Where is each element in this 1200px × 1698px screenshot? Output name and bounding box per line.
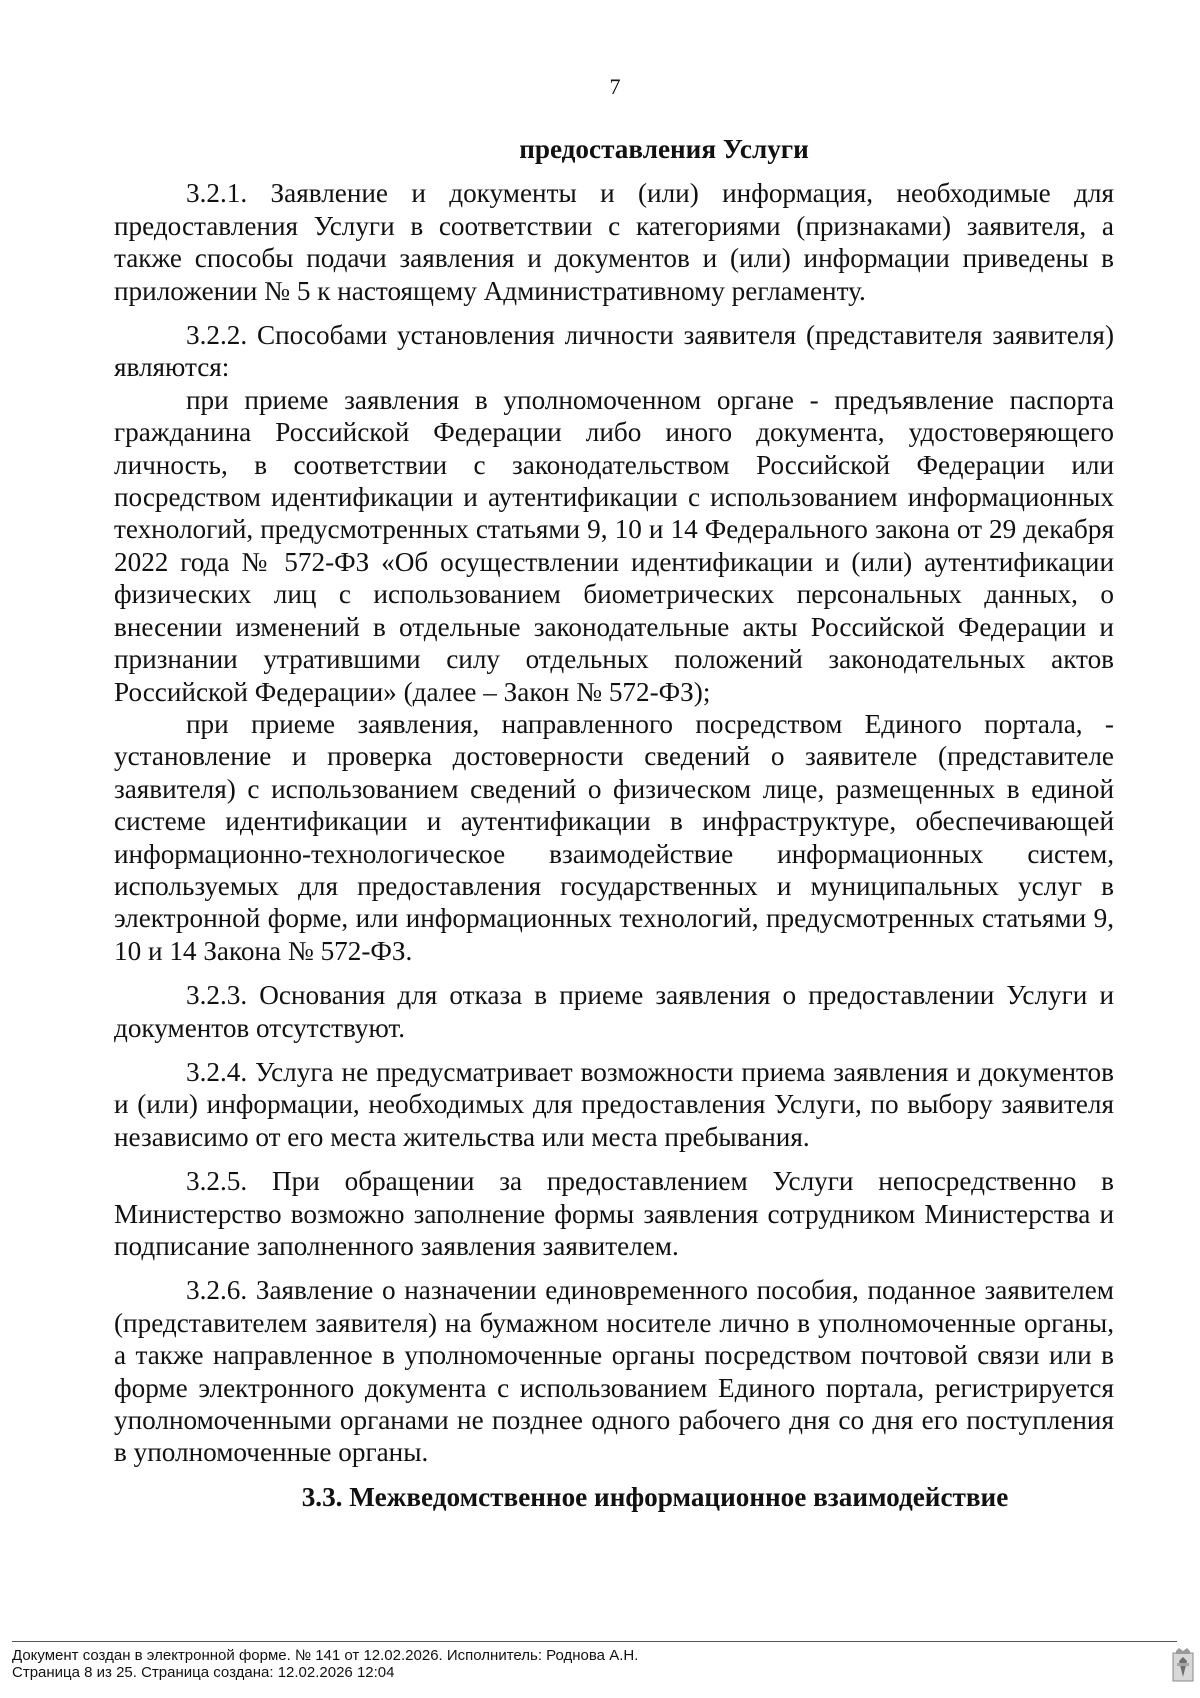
footer-document-info: Документ создан в электронной форме. № 141 от 12.02.2026. Исполнитель: Роднова А.Н. <box>12 1647 639 1664</box>
paragraph-3-2-5: 3.2.5. При обращении за предоставлением Услуги непосредственно в Министерство возможно заполнение формы заявления сотрудником Министерства и подписание заполненного заявления заявителем. <box>114 1166 1114 1261</box>
page-number: 7 <box>609 74 621 99</box>
section-heading-continuation: предоставления Услуги <box>519 134 809 164</box>
paragraph-identification-office: при приеме заявления в уполномоченном органе - предъявление паспорта гражданина Российской Федерации либо иного документа, удостоверяющего личность, в соответствии с законодательством Российской Федерации или посредством идентификации и аутентификации с использованием информационных технологий, предусмотренных статьями 9, 10 и 14 Федерального закона от 29 декабря 2022 года № 572-ФЗ «Об осуществлении идентификации и (или) аутентификации физических лиц с использованием биометрических персональных данных, о внесении изменений в отдельные законодательные акты Российской Федерации и признании утратившими силу отдельных положений законодательных актов Российской Федерации» (далее – Закон № 572-ФЗ); <box>114 384 1114 707</box>
document-footer <box>12 1647 638 1681</box>
paragraph-identification-portal: при приеме заявления, направленного посредством Единого портала, - установление и проверка достоверности сведений о заявителе (представителе заявителя) с использованием сведений о физическом лице, размещенных в единой системе идентификации и аутентификации в инфраструктуре, обеспечивающей информационно-технологическое взаимодействие информационных систем, используемых для предоставления государственных и муниципальных услуг в электронной форме, или информационных технологий, предусмотренных статьями 9, 10 и 14 Закона № 572-ФЗ. <box>114 708 1114 966</box>
paragraph-3-2-3: 3.2.3. Основания для отказа в приеме заявления о предоставлении Услуги и документов отсутствуют. <box>114 980 1114 1043</box>
section-heading-3-3: 3.3. Межведомственное информационное взаимодействие <box>301 1481 1009 1512</box>
paragraph-3-2-4: 3.2.4. Услуга не предусматривает возможности приема заявления и документов и (или) информации, необходимых для предоставления Услуги, по выбору заявителя независимо от его места жительства или места пребывания. <box>114 1056 1114 1152</box>
paragraph-3-2-2: 3.2.2. Способами установления личности заявителя (представителя заявителя) являются: <box>114 320 1114 383</box>
paragraph-3-2-1: 3.2.1. Заявление и документы и (или) информация, необходимые для предоставления Услуги в соответствии с категориями (признаками) заявителя, а также способы подачи заявления и документов и (или) информации приведены в приложении № 5 к настоящему Административному регламенту. <box>114 178 1114 306</box>
footer-divider <box>12 1641 1177 1642</box>
document-body <box>114 133 1114 1525</box>
footer-page-info: Страница 8 из 25. Страница создана: 12.02.2026 12:04 <box>12 1664 395 1681</box>
paragraph-3-2-6: 3.2.6. Заявление о назначении единовременного пособия, поданное заявителем (представителем заявителя) на бумажном носителе лично в уполномоченные органы, а также направленное в уполномоченные органы посредством почтовой связи или в форме электронного документа с использованием Единого портала, регистрируется уполномоченными органами не позднее одного рабочего дня со дня его поступления в уполномоченные органы. <box>114 1275 1114 1468</box>
coat-of-arms-icon <box>1172 1647 1194 1683</box>
